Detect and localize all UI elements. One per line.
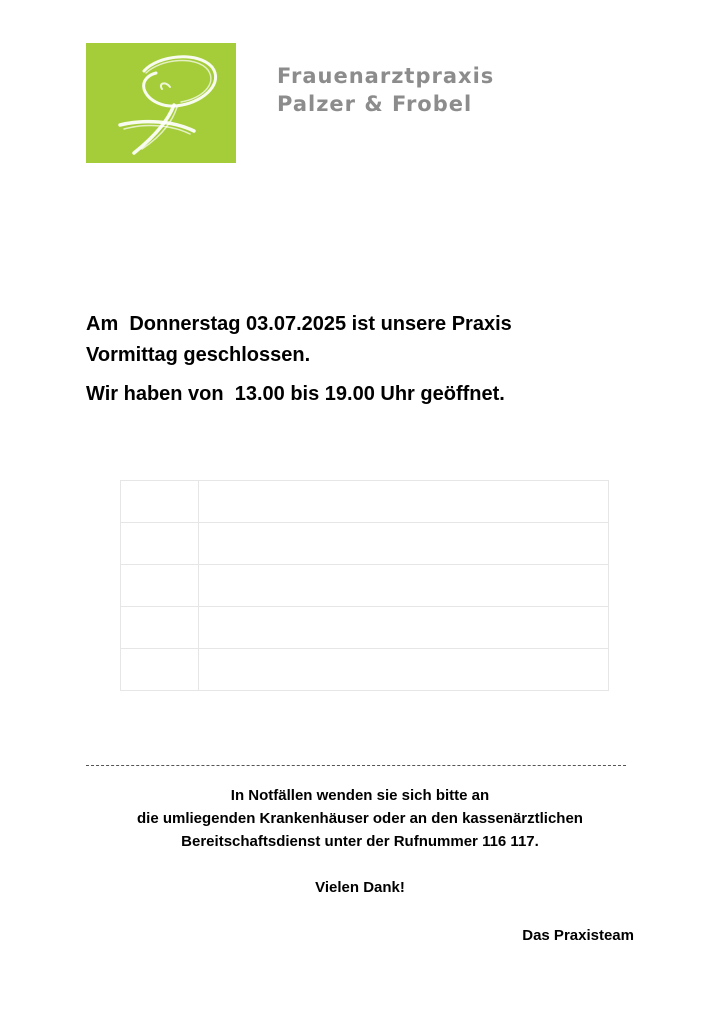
- practice-name-line1: Frauenarztpraxis: [277, 64, 495, 88]
- table-row: [121, 481, 609, 523]
- table-cell: [199, 523, 609, 565]
- practice-logo: [86, 43, 236, 163]
- table-row: [121, 607, 609, 649]
- emergency-line3: Bereitschaftsdienst unter der Rufnummer 116 117.: [181, 833, 539, 850]
- table-cell: [199, 607, 609, 649]
- closure-paragraph: [86, 309, 666, 371]
- signature-text: Das Praxisteam: [522, 927, 634, 944]
- table-row: [121, 523, 609, 565]
- table-cell: [121, 481, 199, 523]
- thanks-text: Vielen Dank!: [315, 879, 405, 896]
- emergency-notice: [60, 784, 660, 853]
- emergency-line2: die umliegenden Krankenhäuser oder an den kassenärztlichen: [137, 810, 583, 827]
- female-symbol-icon: [86, 43, 236, 163]
- closure-line2: Vormittag geschlossen.: [86, 344, 311, 366]
- closure-line1: Am Donnerstag 03.07.2025 ist unsere Praxis: [86, 313, 512, 335]
- table-cell: [199, 481, 609, 523]
- table-cell: [121, 649, 199, 691]
- table-row: [121, 565, 609, 607]
- table-cell: [121, 565, 199, 607]
- table-cell: [121, 607, 199, 649]
- empty-table: [120, 480, 609, 691]
- dashed-divider: [86, 765, 626, 766]
- practice-name-line2: Palzer & Frobel: [277, 92, 473, 116]
- table-cell: [199, 565, 609, 607]
- opening-hours-line: Wir haben von 13.00 bis 19.00 Uhr geöffnet.: [86, 383, 505, 405]
- emergency-line1: In Notfällen wenden sie sich bitte an: [230, 787, 490, 804]
- table-cell: [199, 649, 609, 691]
- table-row: [121, 649, 609, 691]
- table-cell: [121, 523, 199, 565]
- practice-name: [277, 62, 494, 118]
- closure-notice: [86, 309, 666, 410]
